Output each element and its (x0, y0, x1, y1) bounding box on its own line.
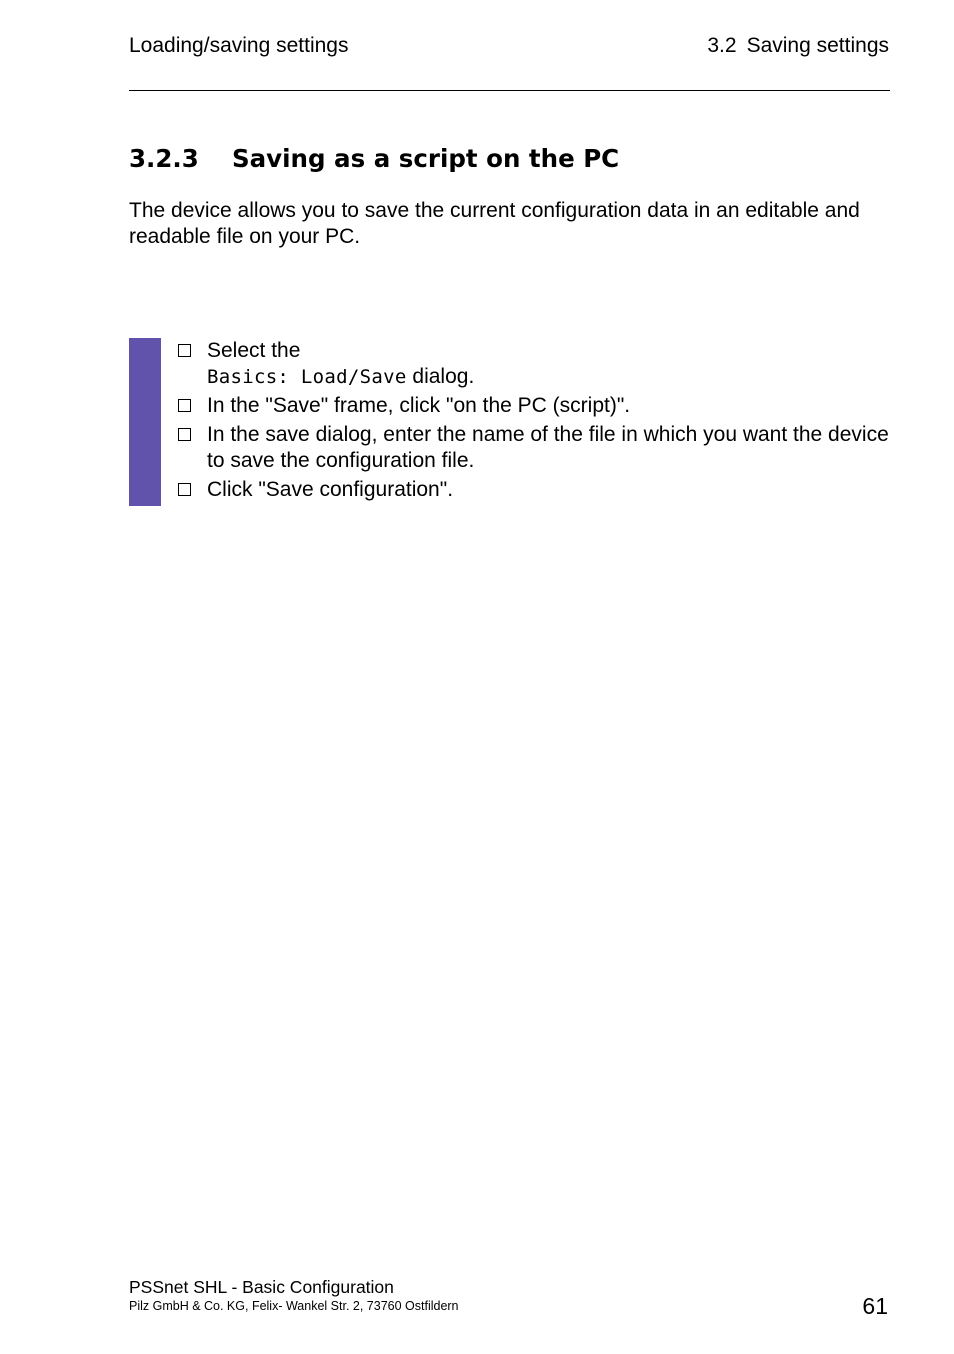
step-text-continued: dialog. (406, 365, 475, 388)
checkbox-icon (178, 483, 191, 496)
footer-address: Pilz GmbH & Co. KG, Felix- Wankel Str. 2, 73760 Ostfildern (129, 1299, 459, 1313)
instruction-step (176, 477, 891, 503)
checkbox-icon (178, 399, 191, 412)
step-text: In the "Save" frame, click "on the PC (script)". (207, 394, 631, 417)
page-number: 61 (862, 1293, 888, 1319)
section-number: 3.2.3 (129, 144, 199, 173)
instruction-step (176, 422, 891, 474)
intro-paragraph: The device allows you to save the current configuration data in an editable and readable file on your PC. (129, 199, 860, 248)
checkbox-icon (178, 428, 191, 441)
dialog-path-code: Basics: Load/Save (207, 366, 407, 388)
running-header-section-title: Saving settings (746, 34, 889, 57)
running-header-section-number: 3.2 (707, 34, 737, 57)
instruction-step (176, 338, 891, 390)
step-text: Click "Save configuration". (207, 478, 454, 501)
running-header-chapter: Loading/saving settings (129, 34, 349, 57)
instruction-step-list (176, 338, 891, 506)
instruction-step (176, 393, 891, 419)
step-text: In the save dialog, enter the name of the file in which you want the device to save the configuration file. (207, 423, 889, 472)
footer-document-title: PSSnet SHL - Basic Configuration (129, 1277, 394, 1297)
section-title: Saving as a script on the PC (232, 144, 620, 173)
running-header-section (707, 33, 889, 59)
section-heading (129, 143, 619, 175)
header-divider (129, 90, 890, 91)
step-text: Select the (207, 339, 301, 362)
checkbox-icon (178, 344, 191, 357)
instruction-accent-bar (129, 338, 161, 506)
